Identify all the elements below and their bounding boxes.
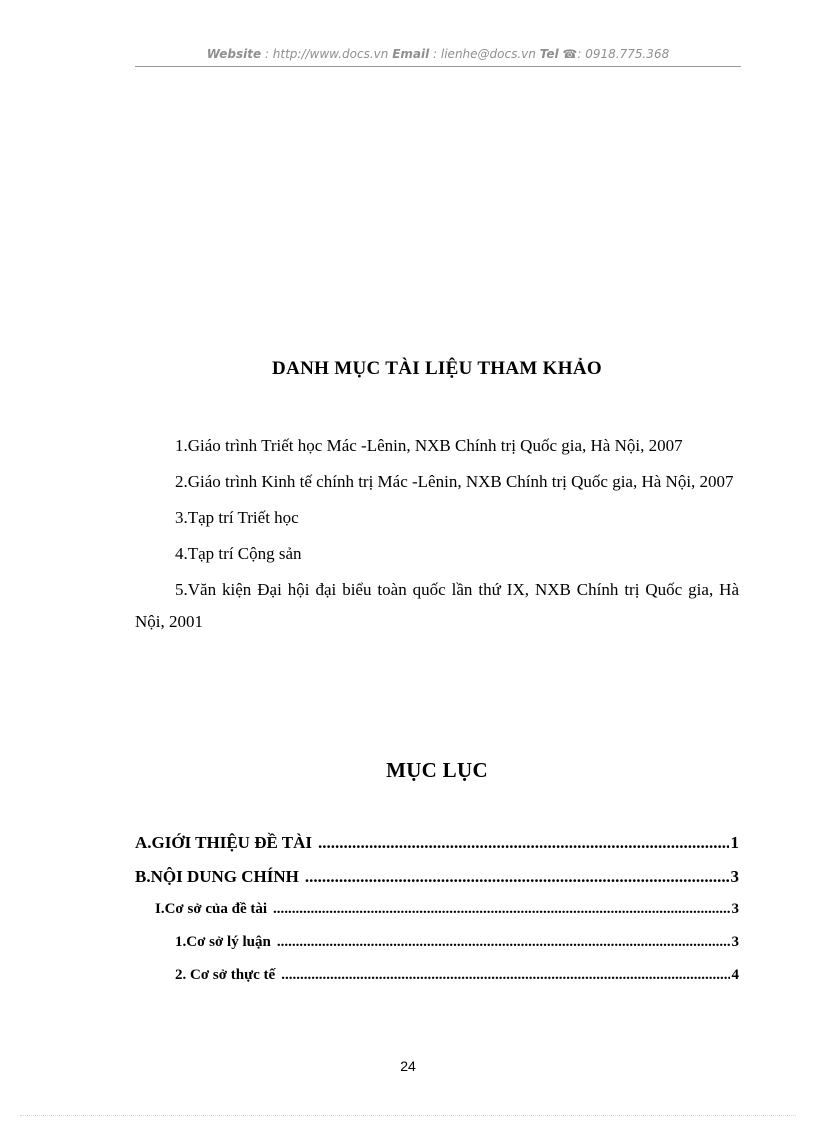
table-of-contents (135, 833, 739, 1000)
toc-leader-dots (273, 901, 729, 918)
website-label: Website (206, 47, 262, 61)
page-number: 24 (400, 1058, 416, 1074)
toc-leader-dots (318, 833, 729, 853)
tel-label: Tel (539, 47, 559, 61)
toc-entry-b[interactable] (135, 867, 739, 901)
toc-title: MỤC LỤC (386, 758, 488, 782)
toc-entry-page: 3 (730, 867, 739, 886)
email-label: Email (392, 47, 430, 61)
phone-icon: ☎ (562, 47, 578, 61)
toc-entry-text: A.GIỚI THIỆU ĐỀ TÀI (135, 833, 312, 852)
toc-entry-a[interactable] (135, 833, 739, 867)
toc-entry-b-i-1[interactable] (135, 934, 739, 967)
toc-entry-text: 1.Cơ sở lý luận (175, 934, 271, 950)
toc-leader-dots (281, 967, 729, 984)
toc-entry-page: 4 (731, 967, 739, 983)
toc-entry-b-i-2[interactable] (135, 967, 739, 1000)
reference-item: 3.Tạp trí Triết học (175, 508, 299, 527)
email-address[interactable]: lienhe@docs.vn (440, 47, 536, 61)
email-separator: : (429, 47, 441, 61)
toc-entry-text: 2. Cơ sở thực tế (175, 967, 276, 983)
reference-item: 5.Văn kiện Đại hội đại biểu toàn quốc lần thứ IX, NXB Chính trị Quốc gia, Hà Nội, 2001 (135, 580, 739, 631)
bottom-divider (20, 1115, 796, 1116)
references-list (135, 430, 739, 642)
toc-entry-page: 3 (731, 901, 739, 917)
tel-separator: : (577, 47, 586, 61)
reference-item: 2.Giáo trình Kinh tế chính trị Mác -Lênin, NXB Chính trị Quốc gia, Hà Nội, 2007 (175, 472, 734, 491)
header-divider (135, 66, 741, 67)
website-url[interactable]: http://www.docs.vn (272, 47, 389, 61)
toc-entry-text: I.Cơ sở của đề tài (155, 901, 268, 917)
toc-leader-dots (277, 934, 730, 951)
website-separator: : (261, 47, 273, 61)
page-header (135, 47, 741, 61)
toc-entry-text: B.NỘI DUNG CHÍNH (135, 867, 299, 886)
reference-item: 1.Giáo trình Triết học Mác -Lênin, NXB Chính trị Quốc gia, Hà Nội, 2007 (175, 436, 683, 455)
toc-entry-page: 3 (731, 934, 739, 950)
toc-entry-b-i[interactable] (135, 901, 739, 934)
reference-item: 4.Tạp trí Cộng sản (175, 544, 302, 563)
toc-leader-dots (305, 867, 729, 887)
toc-entry-page: 1 (730, 833, 739, 852)
tel-number: 0918.775.368 (585, 47, 670, 61)
references-title: DANH MỤC TÀI LIỆU THAM KHẢO (272, 358, 602, 379)
